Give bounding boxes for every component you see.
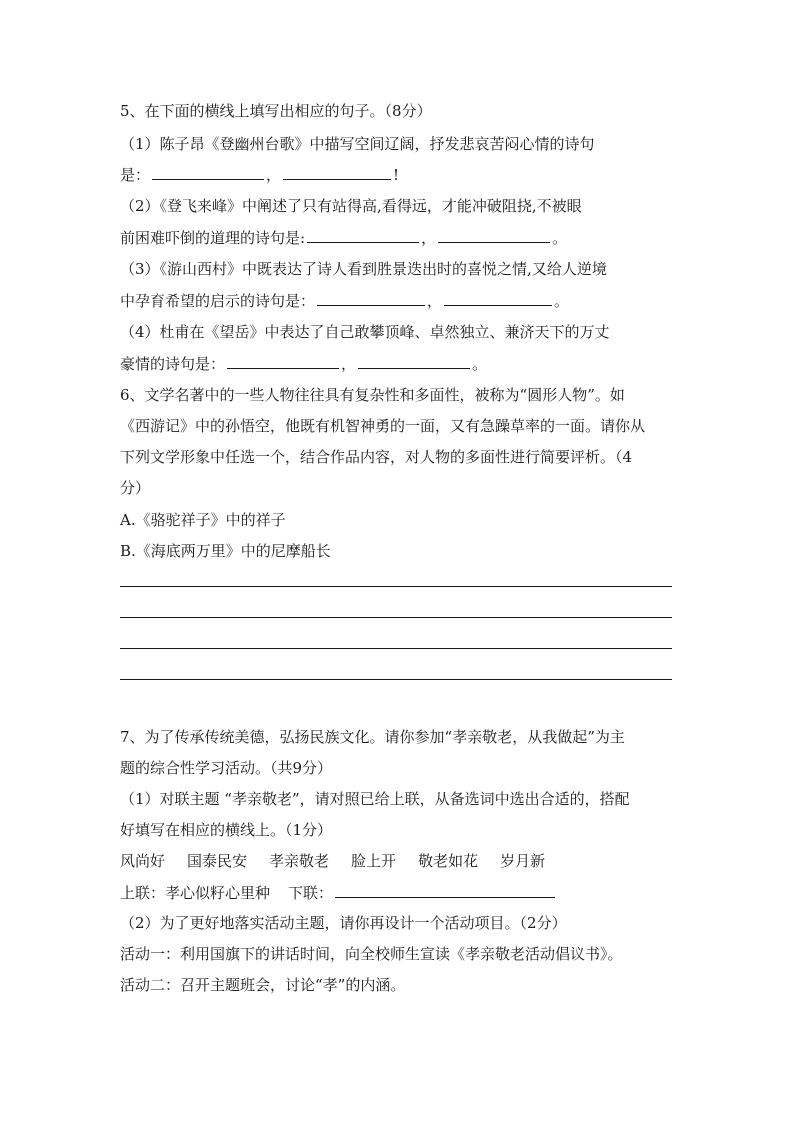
q6-answer-line-1[interactable] [120, 586, 672, 587]
q6-text-line-4: 分） [120, 479, 151, 497]
q7-sub1-line-1: （1）对联主题 “孝亲敬老”，请对照已给上联，从备选词中选出合适的，搭配 [120, 790, 630, 808]
q7-sub2: （2）为了更好地落实活动主题，请你再设计一个活动项目。（2分） [120, 914, 567, 932]
q5-title: 5、在下面的横线上填写出相应的句子。（8分） [120, 102, 432, 120]
q5-item1-text: （1）陈子昂《登幽州台歌》中描写空间辽阔，抒发悲哀苦闷心情的诗句 [120, 135, 595, 153]
word-option: 岁月新 [500, 852, 546, 870]
q5-item1-prefix: 是： [120, 166, 151, 184]
q6-text-line-3: 下列文学形象中任选一个，结合作品内容，对人物的多面性进行简要评析。（4 [120, 448, 633, 466]
q5-item1-blank-2[interactable] [283, 164, 391, 180]
q6-option-b: B.《海底两万里》中的尼摩船长 [120, 542, 331, 560]
q7-sub1-line-2: 好填写在相应的横线上。（1分） [120, 821, 333, 839]
q5-item3-comma: ， [427, 292, 443, 310]
word-option: 风尚好 [120, 852, 166, 870]
q5-item3-text: （3）《游山西村》中既表达了诗人看到胜景迭出时的喜悦之情,又给人逆境 [120, 260, 607, 278]
q5-item2-end: 。 [552, 229, 568, 247]
q6-answer-line-3[interactable] [120, 648, 672, 649]
word-option: 敬老如花 [418, 852, 479, 870]
lower-couplet-label: 下联： [288, 884, 334, 902]
q7-couplet-row [120, 882, 557, 902]
q5-item4-blank-1[interactable] [227, 353, 339, 369]
q5-item1-blank-1[interactable] [152, 164, 264, 180]
q5-item4-answer-row [120, 353, 487, 373]
q5-item4-comma: ， [341, 355, 357, 373]
q5-item4-blank-2[interactable] [358, 353, 470, 369]
q7-text-line-1: 7、为了传承传统美德，弘扬民族文化。请你参加“孝亲敬老，从我做起”为主 [120, 728, 625, 746]
q5-item3-answer-row [120, 290, 569, 310]
q5-item1-answer-row [120, 164, 399, 184]
q5-item3-blank-1[interactable] [317, 290, 425, 306]
q5-item3-end: 。 [554, 292, 570, 310]
q6-answer-line-4[interactable] [120, 679, 672, 680]
q5-item2-blank-1[interactable] [307, 227, 419, 243]
q5-item2-comma: ， [421, 229, 437, 247]
q5-item2-prefix: 前困难吓倒的道理的诗句是: [120, 229, 306, 247]
q5-item3-prefix: 中孕育希望的启示的诗句是： [120, 292, 316, 310]
lower-couplet-blank[interactable] [335, 882, 555, 898]
q5-item1-end: ! [393, 166, 400, 184]
q6-answer-line-2[interactable] [120, 617, 672, 618]
upper-couplet: 上联：孝心似籽心里种 [120, 884, 271, 902]
q5-item1-comma: ， [266, 166, 282, 184]
q7-activity-1: 活动一：利用国旗下的讲话时间，向全校师生宣读《孝亲敬老活动倡议书》。 [120, 945, 623, 963]
word-option: 孝亲敬老 [269, 852, 330, 870]
q6-text-line-2: 《西游记》中的孙悟空，他既有机智神勇的一面，又有急躁草率的一面。请你从 [120, 417, 646, 435]
word-option: 脸上开 [351, 852, 397, 870]
q5-item4-end: 。 [472, 355, 488, 373]
q5-item4-prefix: 豪情的诗句是： [120, 355, 226, 373]
q7-word-bank [120, 851, 567, 871]
q7-text-line-2: 题的综合性学习活动。（共9分） [120, 759, 333, 777]
q5-item2-text: （2）《登飞来峰》中阐述了只有站得高,看得远，才能冲破阻挠,不被眼 [120, 197, 582, 215]
q5-item3-blank-2[interactable] [444, 290, 552, 306]
word-option: 国泰民安 [187, 852, 248, 870]
q5-item2-answer-row [120, 227, 567, 247]
q5-item2-blank-2[interactable] [438, 227, 550, 243]
q7-activity-2: 活动二：召开主题班会，讨论“孝”的内涵。 [120, 976, 406, 994]
q5-item4-text: （4）杜甫在《望岳》中表达了自己敢攀顶峰、卓然独立、兼济天下的万丈 [120, 323, 610, 341]
q6-text-line-1: 6、文学名著中的一些人物往往具有复杂性和多面性，被称为“圆形人物”。如 [120, 386, 625, 404]
q6-option-a: A.《骆驼祥子》中的祥子 [120, 511, 286, 529]
